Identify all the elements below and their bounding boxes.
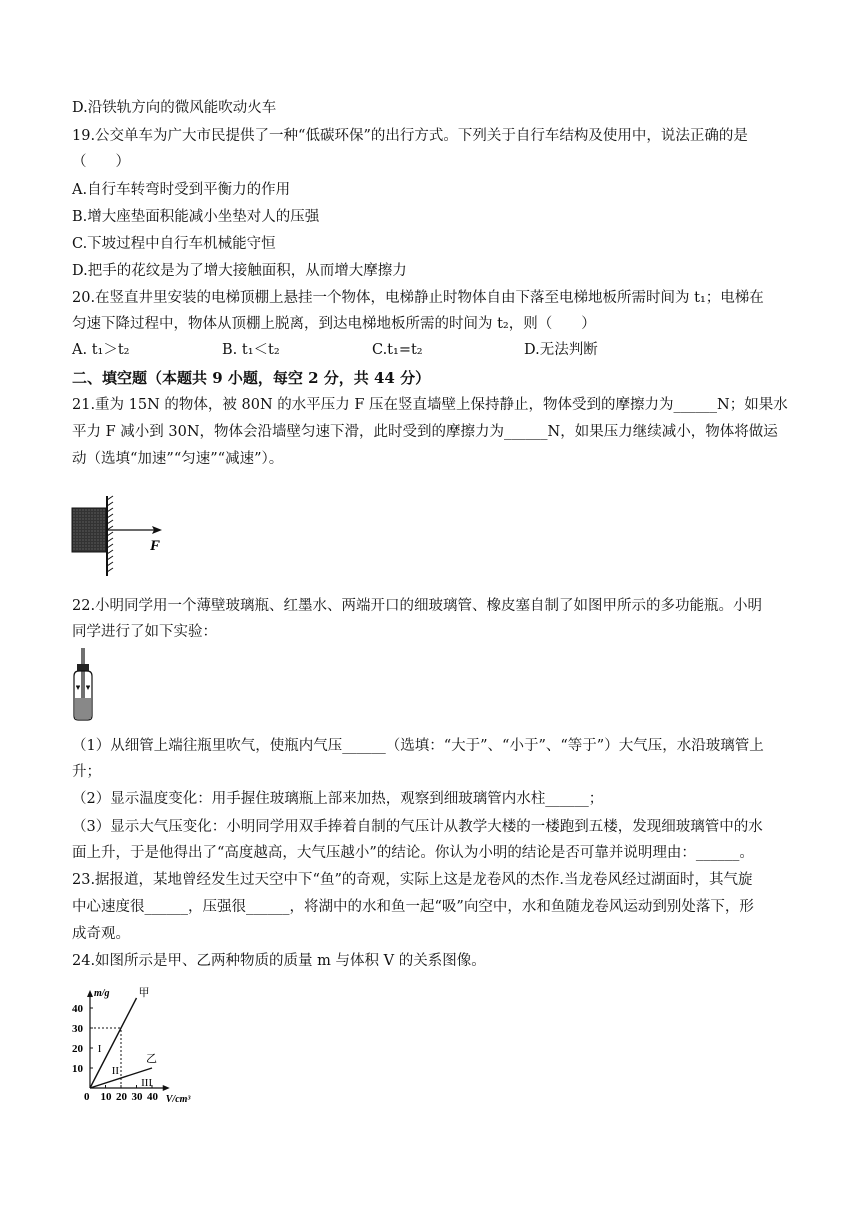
q19-option-c: C.下坡过程中自行车机械能守恒 — [72, 236, 276, 252]
q22-line2: 同学进行了如下实验： — [72, 624, 217, 640]
x-axis-label: V/cm³ — [165, 1094, 191, 1105]
q22-line1: 22.小明同学用一个薄壁玻璃瓶、红墨水、两端开口的细玻璃管、橡皮塞自制了如图甲所示的多功能瓶。小明 — [72, 598, 763, 614]
series-label-1: 甲 — [138, 987, 150, 999]
q20-option-b: B. t₁＜t₂ — [222, 342, 280, 358]
q21-figure — [70, 494, 180, 580]
force-label: F — [150, 538, 161, 554]
series-label-2: 乙 — [146, 1053, 157, 1065]
region-label: III — [141, 1077, 153, 1089]
q20-stem-line1: 20.在竖直井里安装的电梯顶棚上悬挂一个物体，电梯静止时物体自由下落至电梯地板所需时间为 t₁；电梯在 — [72, 290, 764, 306]
q19-stem-line2: （ ） — [72, 154, 130, 170]
block — [72, 508, 106, 552]
q22-step3-line2: 面上升，于是他得出了“高度越高，大气压越小”的结论。你认为小明的结论是否可靠并说明理由：______。 — [72, 845, 754, 861]
q20-option-d: D.无法判断 — [524, 342, 598, 358]
mass-volume-chart — [66, 976, 236, 1106]
q21-line3: 动（选填“加速”“匀速”“减速”）。 — [72, 451, 284, 467]
q19-option-a: A.自行车转弯时受到平衡力的作用 — [72, 182, 291, 198]
q19-option-d: D.把手的花纹是为了增大接触面积，从而增大摩擦力 — [72, 263, 407, 279]
q19-option-b: B.增大座垫面积能减小坐垫对人的压强 — [72, 209, 320, 225]
q24-line1: 24.如图所示是甲、乙两种物质的质量 m 与体积 V 的关系图像。 — [72, 953, 486, 969]
x-tick-label: 10 — [100, 1091, 112, 1103]
q20-option-c: C.t₁=t₂ — [372, 342, 423, 358]
q20-option-a: A. t₁＞t₂ — [72, 342, 130, 358]
y-tick-label: 10 — [72, 1063, 83, 1075]
y-tick-label: 30 — [72, 1023, 83, 1035]
y-axis-label: m/g — [94, 988, 110, 999]
region-label: I — [97, 1043, 102, 1055]
x-tick-label: 0 — [84, 1091, 90, 1103]
x-axis-arrow — [163, 1085, 170, 1091]
section-2-title: 二、填空题（本题共 9 小题，每空 2 分，共 44 分） — [72, 369, 431, 387]
stopper — [77, 664, 89, 671]
q23-line1: 23.据报道，某地曾经发生过天空中下“鱼”的奇观，实际上这是龙卷风的杰作.当龙卷风经过湖面时，其气旋 — [72, 872, 753, 888]
x-tick-label: 40 — [147, 1091, 158, 1103]
y-axis-arrow — [87, 990, 93, 997]
q23-line2: 中心速度很______，压强很______，将湖中的水和鱼一起“吸”向空中，水和鱼随龙卷风运动到别处落下，形 — [72, 899, 754, 915]
q18-option-d: D.沿铁轨方向的微风能吹动火车 — [72, 100, 277, 116]
q21-line2: 平力 F 减小到 30N，物体会沿墙壁匀速下滑，此时受到的摩擦力为______N，如果压力继续减小，物体将做运 — [72, 424, 778, 440]
y-tick-label: 40 — [72, 1003, 83, 1015]
q22-step3-line1: （3）显示大气压变化：小明同学用双手捧着自制的气压计从教学大楼的一楼跑到五楼，发现细玻璃管中的水 — [72, 819, 763, 835]
q21-line1: 21.重为 15N 的物体，被 80N 的水平压力 F 压在竖直墙壁上保持静止，物体受到的摩擦力为______N；如果水 — [72, 397, 788, 413]
x-tick-label: 20 — [116, 1091, 127, 1103]
q23-line3: 成奇观。 — [72, 926, 130, 942]
q22-step1-line2: 升； — [72, 764, 101, 780]
region-label: II — [111, 1065, 120, 1077]
water — [75, 698, 91, 719]
y-tick-label: 20 — [72, 1043, 83, 1055]
q22-step2: （2）显示温度变化：用手握住玻璃瓶上部来加热，观察到细玻璃管内水柱______； — [72, 791, 604, 807]
q19-stem-line1: 19.公交单车为广大市民提供了一种“低碳环保”的出行方式。下列关于自行车结构及使用中，说法正确的是 — [72, 128, 748, 144]
x-tick-label: 30 — [131, 1091, 143, 1103]
q22-step1-line1: （1）从细管上端往瓶里吹气，使瓶内气压______（选填：“大于”、“小于”、“等于”）大气压，水沿玻璃管上 — [72, 738, 764, 754]
q22-bottle-figure — [68, 646, 98, 722]
q20-stem-line2: 匀速下降过程中，物体从顶棚上脱离，到达电梯地板所需的时间为 t₂，则（ ） — [72, 316, 596, 332]
